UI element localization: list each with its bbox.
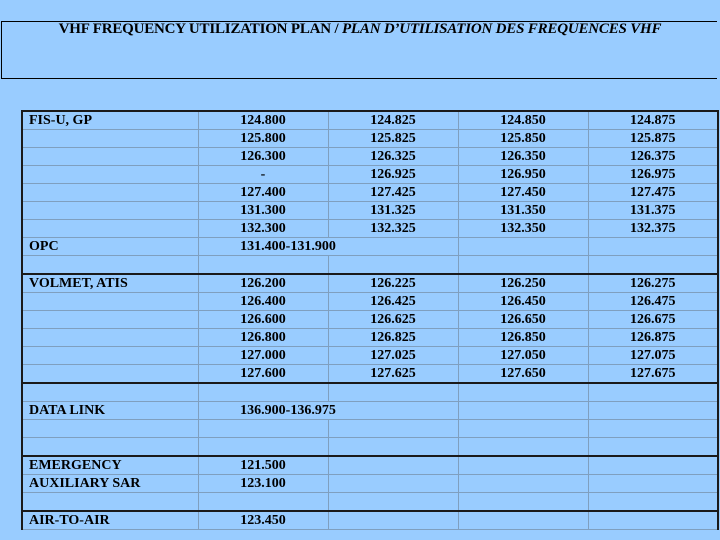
freq-cell: 125.825 [328, 130, 458, 148]
freq-cell: 124.825 [328, 111, 458, 130]
freq-cell: 127.025 [328, 347, 458, 365]
row-label-volmet: VOLMET, ATIS [22, 274, 198, 293]
row-label-air-to-air: AIR-TO-AIR [22, 511, 198, 530]
row-label-opc: OPC [22, 238, 198, 256]
freq-cell: 125.850 [458, 130, 588, 148]
table-row [22, 202, 718, 220]
freq-cell: 127.425 [328, 184, 458, 202]
freq-cell: 127.675 [588, 365, 718, 384]
freq-cell: 127.625 [328, 365, 458, 384]
freq-cell: 131.375 [588, 202, 718, 220]
row-label-datalink: DATA LINK [22, 402, 198, 420]
freq-cell: 131.325 [328, 202, 458, 220]
table-row [22, 130, 718, 148]
datalink-range: 136.900-136.975 [240, 403, 336, 418]
freq-cell: 124.800 [198, 111, 328, 130]
table-row [22, 238, 718, 256]
freq-cell: 126.375 [588, 148, 718, 166]
table-row [22, 438, 718, 457]
freq-cell: 131.350 [458, 202, 588, 220]
table-row [22, 347, 718, 365]
freq-cell: 127.075 [588, 347, 718, 365]
freq-cell: 126.825 [328, 329, 458, 347]
freq-cell: 126.650 [458, 311, 588, 329]
freq-cell: 124.850 [458, 111, 588, 130]
freq-cell: 127.600 [198, 365, 328, 384]
freq-cell: 126.325 [328, 148, 458, 166]
table-row [22, 111, 718, 130]
freq-cell: 126.925 [328, 166, 458, 184]
table-row [22, 311, 718, 329]
table-row [22, 293, 718, 311]
table-row [22, 220, 718, 238]
freq-cell: 126.275 [588, 274, 718, 293]
freq-cell: 132.375 [588, 220, 718, 238]
page-title [0, 21, 720, 38]
table-row [22, 493, 718, 512]
title-english: VHF FREQUENCY UTILIZATION PLAN / [58, 21, 342, 37]
freq-cell: 127.000 [198, 347, 328, 365]
freq-cell: 125.875 [588, 130, 718, 148]
freq-cell: 126.300 [198, 148, 328, 166]
freq-cell: 126.975 [588, 166, 718, 184]
freq-cell: 126.250 [458, 274, 588, 293]
freq-cell: 126.800 [198, 329, 328, 347]
freq-cell: 123.100 [198, 475, 328, 493]
freq-cell: 126.225 [328, 274, 458, 293]
freq-cell: 132.325 [328, 220, 458, 238]
freq-cell: 123.450 [198, 511, 328, 530]
opc-range: 131.400-131.900 [240, 239, 336, 254]
table-row [22, 420, 718, 438]
table-row [22, 256, 718, 275]
freq-cell: 124.875 [588, 111, 718, 130]
freq-cell: 121.500 [198, 456, 328, 475]
table-row [22, 402, 718, 420]
freq-cell: - [198, 166, 328, 184]
freq-cell: 127.450 [458, 184, 588, 202]
row-label-aux-sar: AUXILIARY SAR [22, 475, 198, 493]
freq-cell: 131.300 [198, 202, 328, 220]
row-label-emergency: EMERGENCY [22, 456, 198, 475]
freq-cell: 126.950 [458, 166, 588, 184]
row-label-fis: FIS-U, GP [22, 111, 198, 130]
freq-cell: 132.350 [458, 220, 588, 238]
freq-cell: 132.300 [198, 220, 328, 238]
freq-cell: 126.625 [328, 311, 458, 329]
table-row [22, 329, 718, 347]
freq-cell: 126.675 [588, 311, 718, 329]
freq-cell: 126.200 [198, 274, 328, 293]
freq-cell: 126.875 [588, 329, 718, 347]
freq-cell: 126.400 [198, 293, 328, 311]
freq-cell: 127.400 [198, 184, 328, 202]
table-row [22, 274, 718, 293]
freq-cell: 126.350 [458, 148, 588, 166]
table-row [22, 511, 718, 530]
freq-cell: 127.650 [458, 365, 588, 384]
freq-cell: 127.050 [458, 347, 588, 365]
freq-cell: 125.800 [198, 130, 328, 148]
freq-cell: 126.600 [198, 311, 328, 329]
freq-cell: 126.850 [458, 329, 588, 347]
table-row [22, 184, 718, 202]
table-row [22, 148, 718, 166]
freq-cell: 126.425 [328, 293, 458, 311]
freq-cell: 126.450 [458, 293, 588, 311]
frequency-table [21, 110, 719, 530]
title-french: PLAN D’UTILISATION DES FREQUENCES VHF [341, 21, 662, 37]
table-row [22, 365, 718, 384]
freq-cell: 126.475 [588, 293, 718, 311]
table-row [22, 166, 718, 184]
table-row [22, 456, 718, 475]
table-row [22, 383, 718, 402]
freq-cell: 127.475 [588, 184, 718, 202]
table-row [22, 475, 718, 493]
